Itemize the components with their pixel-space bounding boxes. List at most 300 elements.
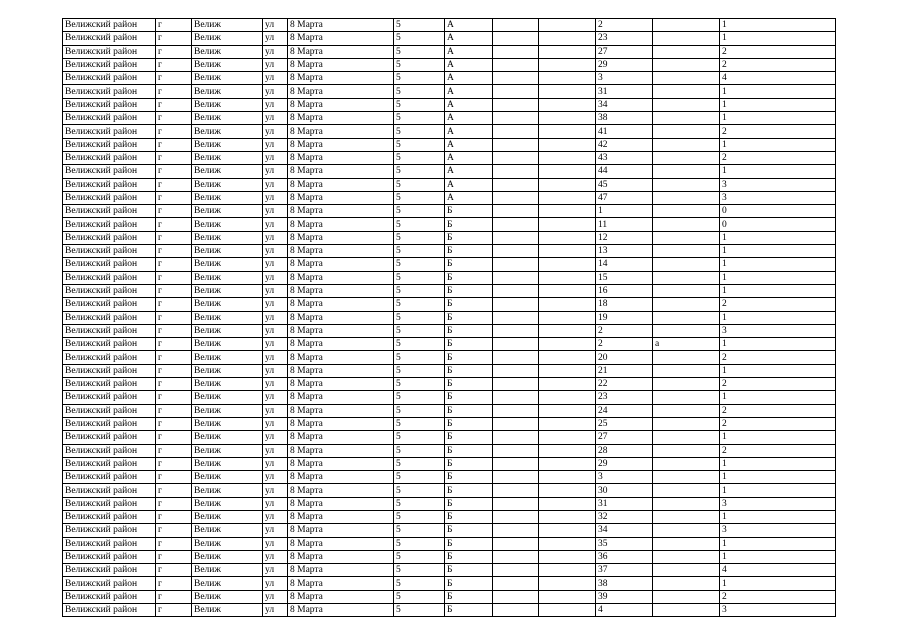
settlement-cell: Велиж: [192, 351, 263, 364]
house-number-cell: 45: [596, 178, 653, 191]
district-cell: Велижский район: [63, 191, 156, 204]
value-cell: 5: [394, 364, 445, 377]
district-cell: Велижский район: [63, 19, 156, 32]
settlement-cell: Велиж: [192, 391, 263, 404]
house-letter-cell: [653, 138, 720, 151]
empty-cell-b: [539, 245, 596, 258]
empty-cell-a: [493, 191, 539, 204]
empty-cell-a: [493, 324, 539, 337]
letter-cell: Б: [445, 364, 493, 377]
settlement-cell: Велиж: [192, 457, 263, 470]
empty-cell-b: [539, 417, 596, 430]
empty-cell-b: [539, 178, 596, 191]
table-row: [63, 577, 836, 590]
letter-cell: Б: [445, 590, 493, 603]
street-type-cell: ул: [263, 391, 288, 404]
letter-cell: А: [445, 98, 493, 111]
empty-cell-b: [539, 471, 596, 484]
letter-cell: Б: [445, 404, 493, 417]
district-cell: Велижский район: [63, 231, 156, 244]
street-type-cell: ул: [263, 417, 288, 430]
empty-cell-a: [493, 245, 539, 258]
street-type-cell: ул: [263, 404, 288, 417]
count-cell: 1: [720, 537, 836, 550]
district-cell: Велижский район: [63, 284, 156, 297]
settlement-type-cell: г: [156, 457, 192, 470]
settlement-cell: Велиж: [192, 284, 263, 297]
house-letter-cell: [653, 604, 720, 617]
value-cell: 5: [394, 471, 445, 484]
settlement-cell: Велиж: [192, 45, 263, 58]
house-letter-cell: [653, 112, 720, 125]
count-cell: 1: [720, 457, 836, 470]
count-cell: 2: [720, 378, 836, 391]
house-number-cell: 18: [596, 298, 653, 311]
settlement-cell: Велиж: [192, 510, 263, 523]
empty-cell-b: [539, 524, 596, 537]
settlement-type-cell: г: [156, 125, 192, 138]
street-cell: 8 Марта: [288, 245, 394, 258]
house-letter-cell: [653, 444, 720, 457]
house-letter-cell: а: [653, 338, 720, 351]
letter-cell: А: [445, 165, 493, 178]
district-cell: Велижский район: [63, 338, 156, 351]
house-number-cell: 16: [596, 284, 653, 297]
settlement-cell: Велиж: [192, 364, 263, 377]
empty-cell-b: [539, 550, 596, 563]
street-type-cell: ул: [263, 471, 288, 484]
letter-cell: Б: [445, 524, 493, 537]
table-row: [63, 338, 836, 351]
street-type-cell: ул: [263, 32, 288, 45]
value-cell: 5: [394, 72, 445, 85]
street-type-cell: ул: [263, 178, 288, 191]
empty-cell-b: [539, 85, 596, 98]
letter-cell: Б: [445, 497, 493, 510]
table-row: [63, 351, 836, 364]
house-letter-cell: [653, 271, 720, 284]
street-type-cell: ул: [263, 524, 288, 537]
street-type-cell: ул: [263, 604, 288, 617]
empty-cell-a: [493, 58, 539, 71]
house-number-cell: 43: [596, 151, 653, 164]
settlement-type-cell: г: [156, 444, 192, 457]
empty-cell-a: [493, 205, 539, 218]
district-cell: Велижский район: [63, 404, 156, 417]
settlement-cell: Велиж: [192, 191, 263, 204]
count-cell: 1: [720, 258, 836, 271]
street-type-cell: ул: [263, 564, 288, 577]
district-cell: Велижский район: [63, 471, 156, 484]
count-cell: 2: [720, 45, 836, 58]
settlement-type-cell: г: [156, 338, 192, 351]
settlement-type-cell: г: [156, 417, 192, 430]
table-row: [63, 444, 836, 457]
street-cell: 8 Марта: [288, 324, 394, 337]
street-cell: 8 Марта: [288, 284, 394, 297]
house-number-cell: 27: [596, 45, 653, 58]
street-cell: 8 Марта: [288, 125, 394, 138]
street-cell: 8 Марта: [288, 258, 394, 271]
empty-cell-a: [493, 577, 539, 590]
letter-cell: Б: [445, 537, 493, 550]
letter-cell: Б: [445, 577, 493, 590]
house-number-cell: 32: [596, 510, 653, 523]
empty-cell-a: [493, 444, 539, 457]
house-letter-cell: [653, 471, 720, 484]
house-letter-cell: [653, 417, 720, 430]
count-cell: 1: [720, 364, 836, 377]
district-cell: Велижский район: [63, 417, 156, 430]
count-cell: 1: [720, 32, 836, 45]
empty-cell-a: [493, 298, 539, 311]
house-letter-cell: [653, 231, 720, 244]
table-row: [63, 510, 836, 523]
value-cell: 5: [394, 577, 445, 590]
settlement-cell: Велиж: [192, 231, 263, 244]
street-cell: 8 Марта: [288, 85, 394, 98]
settlement-cell: Велиж: [192, 151, 263, 164]
table-row: [63, 138, 836, 151]
settlement-cell: Велиж: [192, 72, 263, 85]
value-cell: 5: [394, 378, 445, 391]
count-cell: 1: [720, 271, 836, 284]
value-cell: 5: [394, 125, 445, 138]
count-cell: 2: [720, 404, 836, 417]
settlement-cell: Велиж: [192, 32, 263, 45]
value-cell: 5: [394, 245, 445, 258]
settlement-type-cell: г: [156, 258, 192, 271]
settlement-type-cell: г: [156, 404, 192, 417]
empty-cell-a: [493, 590, 539, 603]
street-type-cell: ул: [263, 311, 288, 324]
settlement-type-cell: г: [156, 378, 192, 391]
empty-cell-a: [493, 417, 539, 430]
letter-cell: Б: [445, 564, 493, 577]
value-cell: 5: [394, 351, 445, 364]
house-number-cell: 22: [596, 378, 653, 391]
street-type-cell: ул: [263, 218, 288, 231]
value-cell: 5: [394, 338, 445, 351]
table-row: [63, 431, 836, 444]
empty-cell-b: [539, 32, 596, 45]
empty-cell-a: [493, 484, 539, 497]
settlement-type-cell: г: [156, 471, 192, 484]
house-number-cell: 38: [596, 112, 653, 125]
street-type-cell: ул: [263, 484, 288, 497]
district-cell: Велижский район: [63, 72, 156, 85]
district-cell: Велижский район: [63, 324, 156, 337]
empty-cell-a: [493, 378, 539, 391]
house-number-cell: 13: [596, 245, 653, 258]
count-cell: 1: [720, 550, 836, 563]
value-cell: 5: [394, 324, 445, 337]
settlement-cell: Велиж: [192, 271, 263, 284]
empty-cell-b: [539, 125, 596, 138]
house-number-cell: 44: [596, 165, 653, 178]
settlement-type-cell: г: [156, 191, 192, 204]
settlement-cell: Велиж: [192, 444, 263, 457]
settlement-type-cell: г: [156, 484, 192, 497]
house-number-cell: 36: [596, 550, 653, 563]
letter-cell: А: [445, 19, 493, 32]
data-table: [62, 18, 836, 617]
value-cell: 5: [394, 258, 445, 271]
letter-cell: Б: [445, 298, 493, 311]
empty-cell-b: [539, 484, 596, 497]
letter-cell: Б: [445, 245, 493, 258]
letter-cell: Б: [445, 324, 493, 337]
settlement-cell: Велиж: [192, 298, 263, 311]
value-cell: 5: [394, 58, 445, 71]
settlement-cell: Велиж: [192, 431, 263, 444]
house-number-cell: 35: [596, 537, 653, 550]
settlement-cell: Велиж: [192, 338, 263, 351]
value-cell: 5: [394, 444, 445, 457]
table-row: [63, 151, 836, 164]
table-row: [63, 417, 836, 430]
house-letter-cell: [653, 85, 720, 98]
settlement-cell: Велиж: [192, 165, 263, 178]
house-letter-cell: [653, 284, 720, 297]
count-cell: 2: [720, 351, 836, 364]
letter-cell: Б: [445, 510, 493, 523]
settlement-type-cell: г: [156, 19, 192, 32]
house-number-cell: 14: [596, 258, 653, 271]
settlement-cell: Велиж: [192, 417, 263, 430]
letter-cell: Б: [445, 457, 493, 470]
table-row: [63, 484, 836, 497]
empty-cell-a: [493, 85, 539, 98]
house-letter-cell: [653, 151, 720, 164]
district-cell: Велижский район: [63, 457, 156, 470]
settlement-type-cell: г: [156, 537, 192, 550]
street-cell: 8 Марта: [288, 231, 394, 244]
street-cell: 8 Марта: [288, 112, 394, 125]
value-cell: 5: [394, 537, 445, 550]
settlement-type-cell: г: [156, 577, 192, 590]
district-cell: Велижский район: [63, 577, 156, 590]
street-cell: 8 Марта: [288, 351, 394, 364]
street-type-cell: ул: [263, 125, 288, 138]
district-cell: Велижский район: [63, 604, 156, 617]
empty-cell-b: [539, 431, 596, 444]
district-cell: Велижский район: [63, 564, 156, 577]
settlement-cell: Велиж: [192, 311, 263, 324]
table-row: [63, 550, 836, 563]
settlement-type-cell: г: [156, 72, 192, 85]
value-cell: 5: [394, 457, 445, 470]
house-letter-cell: [653, 258, 720, 271]
street-cell: 8 Марта: [288, 471, 394, 484]
table-row: [63, 564, 836, 577]
table-row: [63, 471, 836, 484]
settlement-type-cell: г: [156, 431, 192, 444]
empty-cell-a: [493, 45, 539, 58]
letter-cell: Б: [445, 284, 493, 297]
district-cell: Велижский район: [63, 125, 156, 138]
value-cell: 5: [394, 271, 445, 284]
empty-cell-b: [539, 444, 596, 457]
count-cell: 2: [720, 125, 836, 138]
street-type-cell: ул: [263, 550, 288, 563]
empty-cell-a: [493, 431, 539, 444]
letter-cell: Б: [445, 391, 493, 404]
empty-cell-b: [539, 231, 596, 244]
empty-cell-b: [539, 112, 596, 125]
district-cell: Велижский район: [63, 112, 156, 125]
table-row: [63, 258, 836, 271]
house-number-cell: 23: [596, 391, 653, 404]
street-cell: 8 Марта: [288, 577, 394, 590]
settlement-type-cell: г: [156, 245, 192, 258]
empty-cell-b: [539, 284, 596, 297]
settlement-cell: Велиж: [192, 537, 263, 550]
district-cell: Велижский район: [63, 391, 156, 404]
street-cell: 8 Марта: [288, 298, 394, 311]
value-cell: 5: [394, 178, 445, 191]
street-type-cell: ул: [263, 138, 288, 151]
letter-cell: Б: [445, 218, 493, 231]
empty-cell-b: [539, 271, 596, 284]
street-type-cell: ул: [263, 58, 288, 71]
settlement-type-cell: г: [156, 165, 192, 178]
street-cell: 8 Марта: [288, 444, 394, 457]
house-number-cell: 21: [596, 364, 653, 377]
street-cell: 8 Марта: [288, 391, 394, 404]
empty-cell-a: [493, 524, 539, 537]
street-type-cell: ул: [263, 510, 288, 523]
house-number-cell: 4: [596, 604, 653, 617]
street-type-cell: ул: [263, 19, 288, 32]
count-cell: 0: [720, 218, 836, 231]
empty-cell-b: [539, 191, 596, 204]
house-letter-cell: [653, 311, 720, 324]
settlement-type-cell: г: [156, 550, 192, 563]
district-cell: Велижский район: [63, 165, 156, 178]
value-cell: 5: [394, 138, 445, 151]
empty-cell-a: [493, 351, 539, 364]
settlement-type-cell: г: [156, 231, 192, 244]
house-letter-cell: [653, 550, 720, 563]
district-cell: Велижский район: [63, 378, 156, 391]
district-cell: Велижский район: [63, 32, 156, 45]
table-row: [63, 191, 836, 204]
house-letter-cell: [653, 537, 720, 550]
district-cell: Велижский район: [63, 258, 156, 271]
table-row: [63, 271, 836, 284]
table-row: [63, 85, 836, 98]
letter-cell: А: [445, 85, 493, 98]
table-row: [63, 72, 836, 85]
count-cell: 1: [720, 391, 836, 404]
empty-cell-b: [539, 497, 596, 510]
empty-cell-a: [493, 471, 539, 484]
house-number-cell: 3: [596, 72, 653, 85]
value-cell: 5: [394, 284, 445, 297]
house-number-cell: 15: [596, 271, 653, 284]
settlement-cell: Велиж: [192, 98, 263, 111]
street-type-cell: ул: [263, 45, 288, 58]
house-letter-cell: [653, 165, 720, 178]
count-cell: 2: [720, 444, 836, 457]
street-type-cell: ул: [263, 364, 288, 377]
count-cell: 2: [720, 590, 836, 603]
district-cell: Велижский район: [63, 218, 156, 231]
street-cell: 8 Марта: [288, 19, 394, 32]
settlement-type-cell: г: [156, 112, 192, 125]
empty-cell-a: [493, 457, 539, 470]
count-cell: 1: [720, 112, 836, 125]
value-cell: 5: [394, 298, 445, 311]
letter-cell: А: [445, 138, 493, 151]
house-letter-cell: [653, 178, 720, 191]
street-cell: 8 Марта: [288, 364, 394, 377]
street-cell: 8 Марта: [288, 271, 394, 284]
street-cell: 8 Марта: [288, 191, 394, 204]
empty-cell-b: [539, 165, 596, 178]
empty-cell-b: [539, 98, 596, 111]
street-type-cell: ул: [263, 457, 288, 470]
table-row: [63, 391, 836, 404]
district-cell: Велижский район: [63, 151, 156, 164]
table-row: [63, 218, 836, 231]
letter-cell: Б: [445, 431, 493, 444]
street-type-cell: ул: [263, 85, 288, 98]
value-cell: 5: [394, 205, 445, 218]
value-cell: 5: [394, 417, 445, 430]
settlement-type-cell: г: [156, 271, 192, 284]
house-number-cell: 23: [596, 32, 653, 45]
street-cell: 8 Марта: [288, 72, 394, 85]
letter-cell: А: [445, 191, 493, 204]
count-cell: 2: [720, 58, 836, 71]
settlement-type-cell: г: [156, 351, 192, 364]
letter-cell: Б: [445, 378, 493, 391]
district-cell: Велижский район: [63, 45, 156, 58]
empty-cell-a: [493, 391, 539, 404]
settlement-cell: Велиж: [192, 484, 263, 497]
empty-cell-b: [539, 604, 596, 617]
house-letter-cell: [653, 404, 720, 417]
letter-cell: Б: [445, 258, 493, 271]
table-row: [63, 125, 836, 138]
settlement-type-cell: г: [156, 391, 192, 404]
street-type-cell: ул: [263, 165, 288, 178]
letter-cell: Б: [445, 271, 493, 284]
street-cell: 8 Марта: [288, 58, 394, 71]
settlement-type-cell: г: [156, 604, 192, 617]
house-number-cell: 39: [596, 590, 653, 603]
table-row: [63, 178, 836, 191]
value-cell: 5: [394, 191, 445, 204]
settlement-cell: Велиж: [192, 245, 263, 258]
empty-cell-b: [539, 564, 596, 577]
settlement-cell: Велиж: [192, 378, 263, 391]
empty-cell-a: [493, 125, 539, 138]
empty-cell-b: [539, 298, 596, 311]
empty-cell-a: [493, 165, 539, 178]
settlement-cell: Велиж: [192, 19, 263, 32]
settlement-cell: Велиж: [192, 471, 263, 484]
settlement-cell: Велиж: [192, 205, 263, 218]
street-type-cell: ул: [263, 231, 288, 244]
settlement-type-cell: г: [156, 324, 192, 337]
letter-cell: Б: [445, 550, 493, 563]
count-cell: 2: [720, 151, 836, 164]
letter-cell: Б: [445, 484, 493, 497]
street-cell: 8 Марта: [288, 311, 394, 324]
